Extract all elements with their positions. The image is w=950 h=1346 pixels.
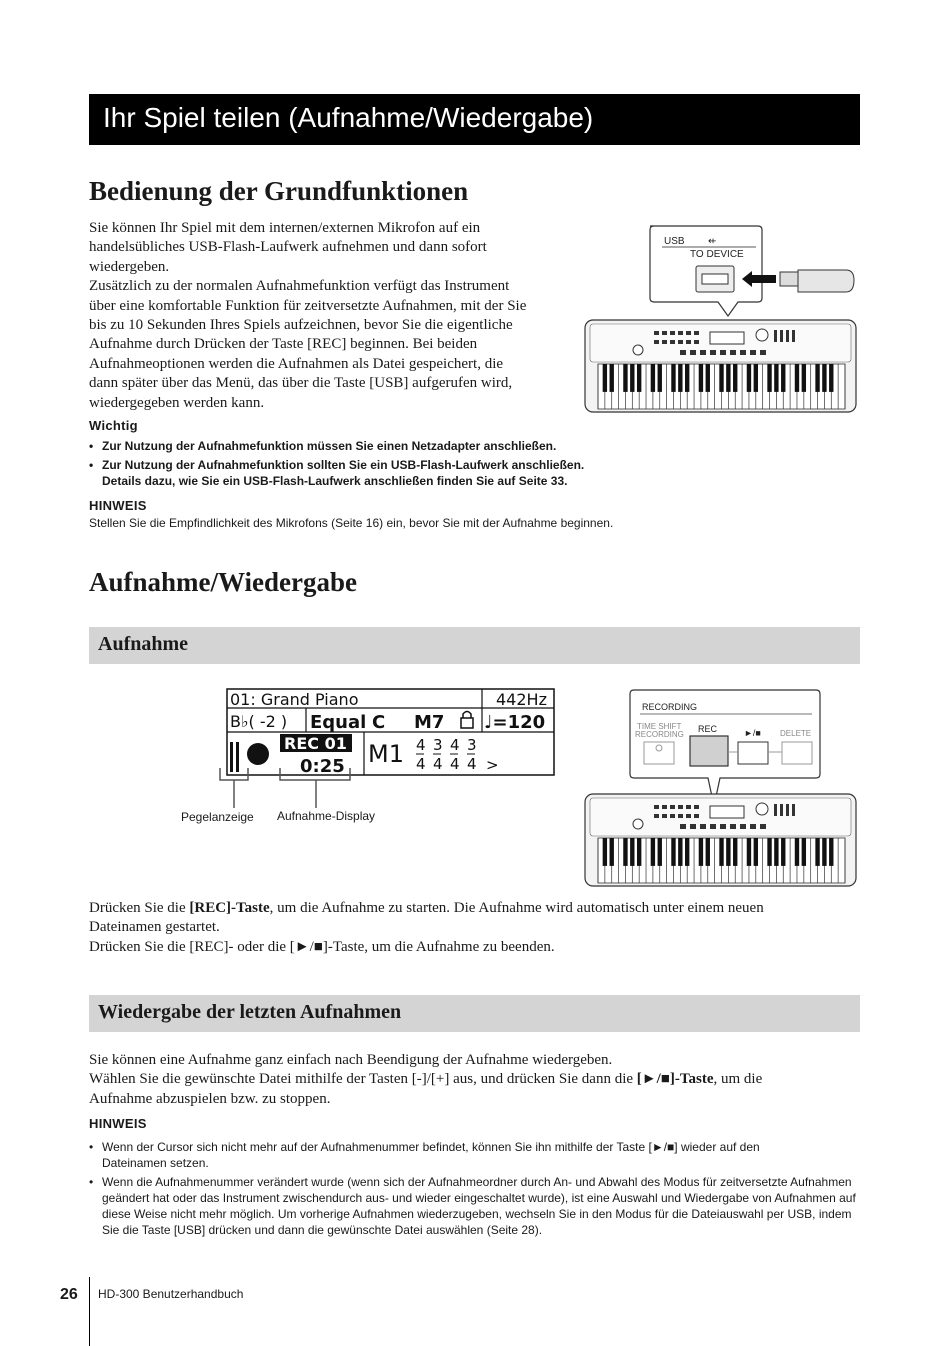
- lcd-arrow: >: [486, 756, 499, 774]
- usb-trident-icon: ⇷: [708, 236, 717, 247]
- subsection-bar-recording: [89, 627, 860, 664]
- lcd-tempo: ♩=120: [484, 712, 546, 733]
- svg-text:4: 4: [467, 755, 477, 773]
- play-stop-label: ►/■: [744, 728, 761, 738]
- intro-line: über eine komfortable Funktion für zeitversetzte Aufnahmen, mit der Sie: [89, 297, 527, 314]
- intro-line: Aufnahme durch Drücken der Taste [REC] beginnen. Bei beiden: [89, 336, 478, 353]
- usb-label: USB: [664, 236, 685, 247]
- lcd-tuning: 442Hz: [496, 690, 547, 709]
- play-stop-button: [738, 742, 768, 764]
- playback-line-2: Wählen Sie die gewünschte Datei mithilfe der Tasten [-]/[+] aus, und drücken Sie dann die [►/■]-Taste, um die: [89, 1071, 763, 1088]
- time-shift-label-2: RECORDING: [635, 730, 684, 739]
- recording-instructions: [89, 899, 764, 957]
- usb-keyboard-illustration: [584, 224, 860, 414]
- svg-text:4: 4: [416, 755, 426, 773]
- playback-note-item: • Wenn der Cursor sich nicht mehr auf der Aufnahmenummer befindet, können Sie ihn mithilfe der Taste [►/■] wieder auf den Dateinamen setzen.: [89, 1139, 859, 1171]
- delete-label: DELETE: [780, 729, 812, 738]
- note-text: Stellen Sie die Empfindlichkeit des Mikrofons (Seite 16) ein, bevor Sie mit der Aufnahme beginnen.: [89, 516, 614, 530]
- rec-button: [690, 736, 728, 766]
- to-device-label: TO DEVICE: [690, 249, 744, 260]
- lcd-chord: M7: [414, 712, 445, 733]
- recording-line-3: Drücken Sie die [REC]- oder die [►/■]-Taste, um die Aufnahme zu beenden.: [89, 938, 555, 955]
- important-label: Wichtig: [89, 418, 138, 433]
- playback-note-list: [89, 1139, 859, 1241]
- intro-line: wiedergeben.: [89, 258, 170, 275]
- callout-level-meter: Pegelanzeige: [181, 810, 254, 824]
- callout-recording-display: Aufnahme-Display: [277, 809, 376, 823]
- svg-text:4: 4: [433, 755, 443, 773]
- subsection-heading: Aufnahme: [98, 633, 189, 655]
- subsection-heading: Wiedergabe der letzten Aufnahmen: [98, 1001, 402, 1023]
- intro-line: dann später über das Menü, das über die Taste [USB] aufgerufen wird,: [89, 375, 513, 392]
- svg-text:4: 4: [416, 736, 426, 754]
- intro-paragraph: [89, 219, 526, 413]
- intro-line: Zusätzlich zu der normalen Aufnahmefunktion verfügt das Instrument: [89, 278, 510, 295]
- intro-line: Sie können Ihr Spiel mit dem internen/externen Mikrofon auf ein: [89, 220, 481, 236]
- playback-note-item: • Wenn die Aufnahmenummer verändert wurde (wenn sich der Aufnahmeordner durch An- und Abwahl des Modus für zeitversetzte Aufnahmen geändert hat oder das Instrument zwischendurch aus- und wieder eingeschaltet wurde), ist eine Auswahl und Wiedergabe von Aufnahmen auf diese Weise nicht mehr möglich. Um vorherige Aufnahmen wiederzugeben, wechseln Sie in den Modus für die Dateiauswahl per USB, indem Sie die Taste [USB] drücken und dann die gewünschte Datei auswählen (Seite 28).: [89, 1174, 859, 1238]
- manual-title: HD-300 Benutzerhandbuch: [98, 1287, 244, 1301]
- svg-text:3: 3: [467, 736, 477, 754]
- delete-button: [782, 742, 812, 764]
- record-dot-icon: [247, 743, 269, 765]
- intro-line: Aufnahmeoptionen werden die Aufnahmen als Datei gespeichert, die: [89, 355, 504, 372]
- page-number: 26: [60, 1286, 78, 1303]
- important-item: • Zur Nutzung der Aufnahmefunktion müssen Sie einen Netzadapter anschließen.: [89, 438, 859, 454]
- chapter-title: Ihr Spiel teilen (Aufnahme/Wiedergabe): [103, 102, 594, 133]
- recording-line-1: Drücken Sie die [REC]-Taste, um die Aufnahme zu starten. Die Aufnahme wird automatisch unter einem neuen: [89, 900, 764, 916]
- playback-instructions: [89, 1051, 762, 1109]
- svg-text:4: 4: [450, 755, 460, 773]
- lcd-memory: M1: [368, 740, 404, 768]
- footer-divider: [89, 1277, 90, 1346]
- recording-line-2: Dateinamen gestartet.: [89, 919, 220, 936]
- callout-brackets: [210, 766, 410, 812]
- lcd-key: C: [372, 712, 386, 733]
- chapter-title-bar: [89, 94, 860, 145]
- intro-line: handelsübliches USB-Flash-Laufwerk aufnehmen und dann sofort: [89, 239, 487, 256]
- playback-line-1: Sie können eine Aufnahme ganz einfach nach Beendigung der Aufnahme wiedergeben.: [89, 1052, 613, 1068]
- lcd-time: 0:25: [300, 756, 345, 777]
- playback-line-3: Aufnahme abzuspielen bzw. zu stoppen.: [89, 1090, 331, 1107]
- intro-line: bis zu 10 Sekunden Ihres Spiels aufzeichnen, bevor Sie die eigentliche: [89, 317, 513, 334]
- note-label-playback: HINWEIS: [89, 1116, 147, 1131]
- lcd-voice: 01: Grand Piano: [230, 690, 359, 709]
- lcd-rec-label: REC 01: [284, 734, 347, 753]
- svg-text:4: 4: [450, 736, 460, 754]
- recording-panel-title: RECORDING: [642, 702, 698, 712]
- time-shift-label-1: TIME SHIFT: [637, 722, 682, 731]
- note-label: HINWEIS: [89, 498, 147, 513]
- svg-text:3: 3: [433, 736, 443, 754]
- section-heading-record-playback: Aufnahme/Wiedergabe: [89, 567, 357, 597]
- recording-panel-illustration: [584, 688, 860, 888]
- subsection-bar-playback: [89, 995, 860, 1032]
- important-item: • Zur Nutzung der Aufnahmefunktion sollten Sie ein USB-Flash-Laufwerk anschließen. Details dazu, wie Sie ein USB-Flash-Laufwerk anschließen finden Sie auf Seite 33.: [89, 457, 859, 489]
- lcd-transpose: B♭( -2 ): [230, 712, 288, 731]
- rec-label: REC: [698, 724, 718, 734]
- section-heading-basic-functions: Bedienung der Grundfunktionen: [89, 176, 469, 206]
- lcd-temperament: Equal: [310, 712, 367, 733]
- important-list: [89, 438, 859, 492]
- intro-line: wiedergegeben werden kann.: [89, 394, 265, 411]
